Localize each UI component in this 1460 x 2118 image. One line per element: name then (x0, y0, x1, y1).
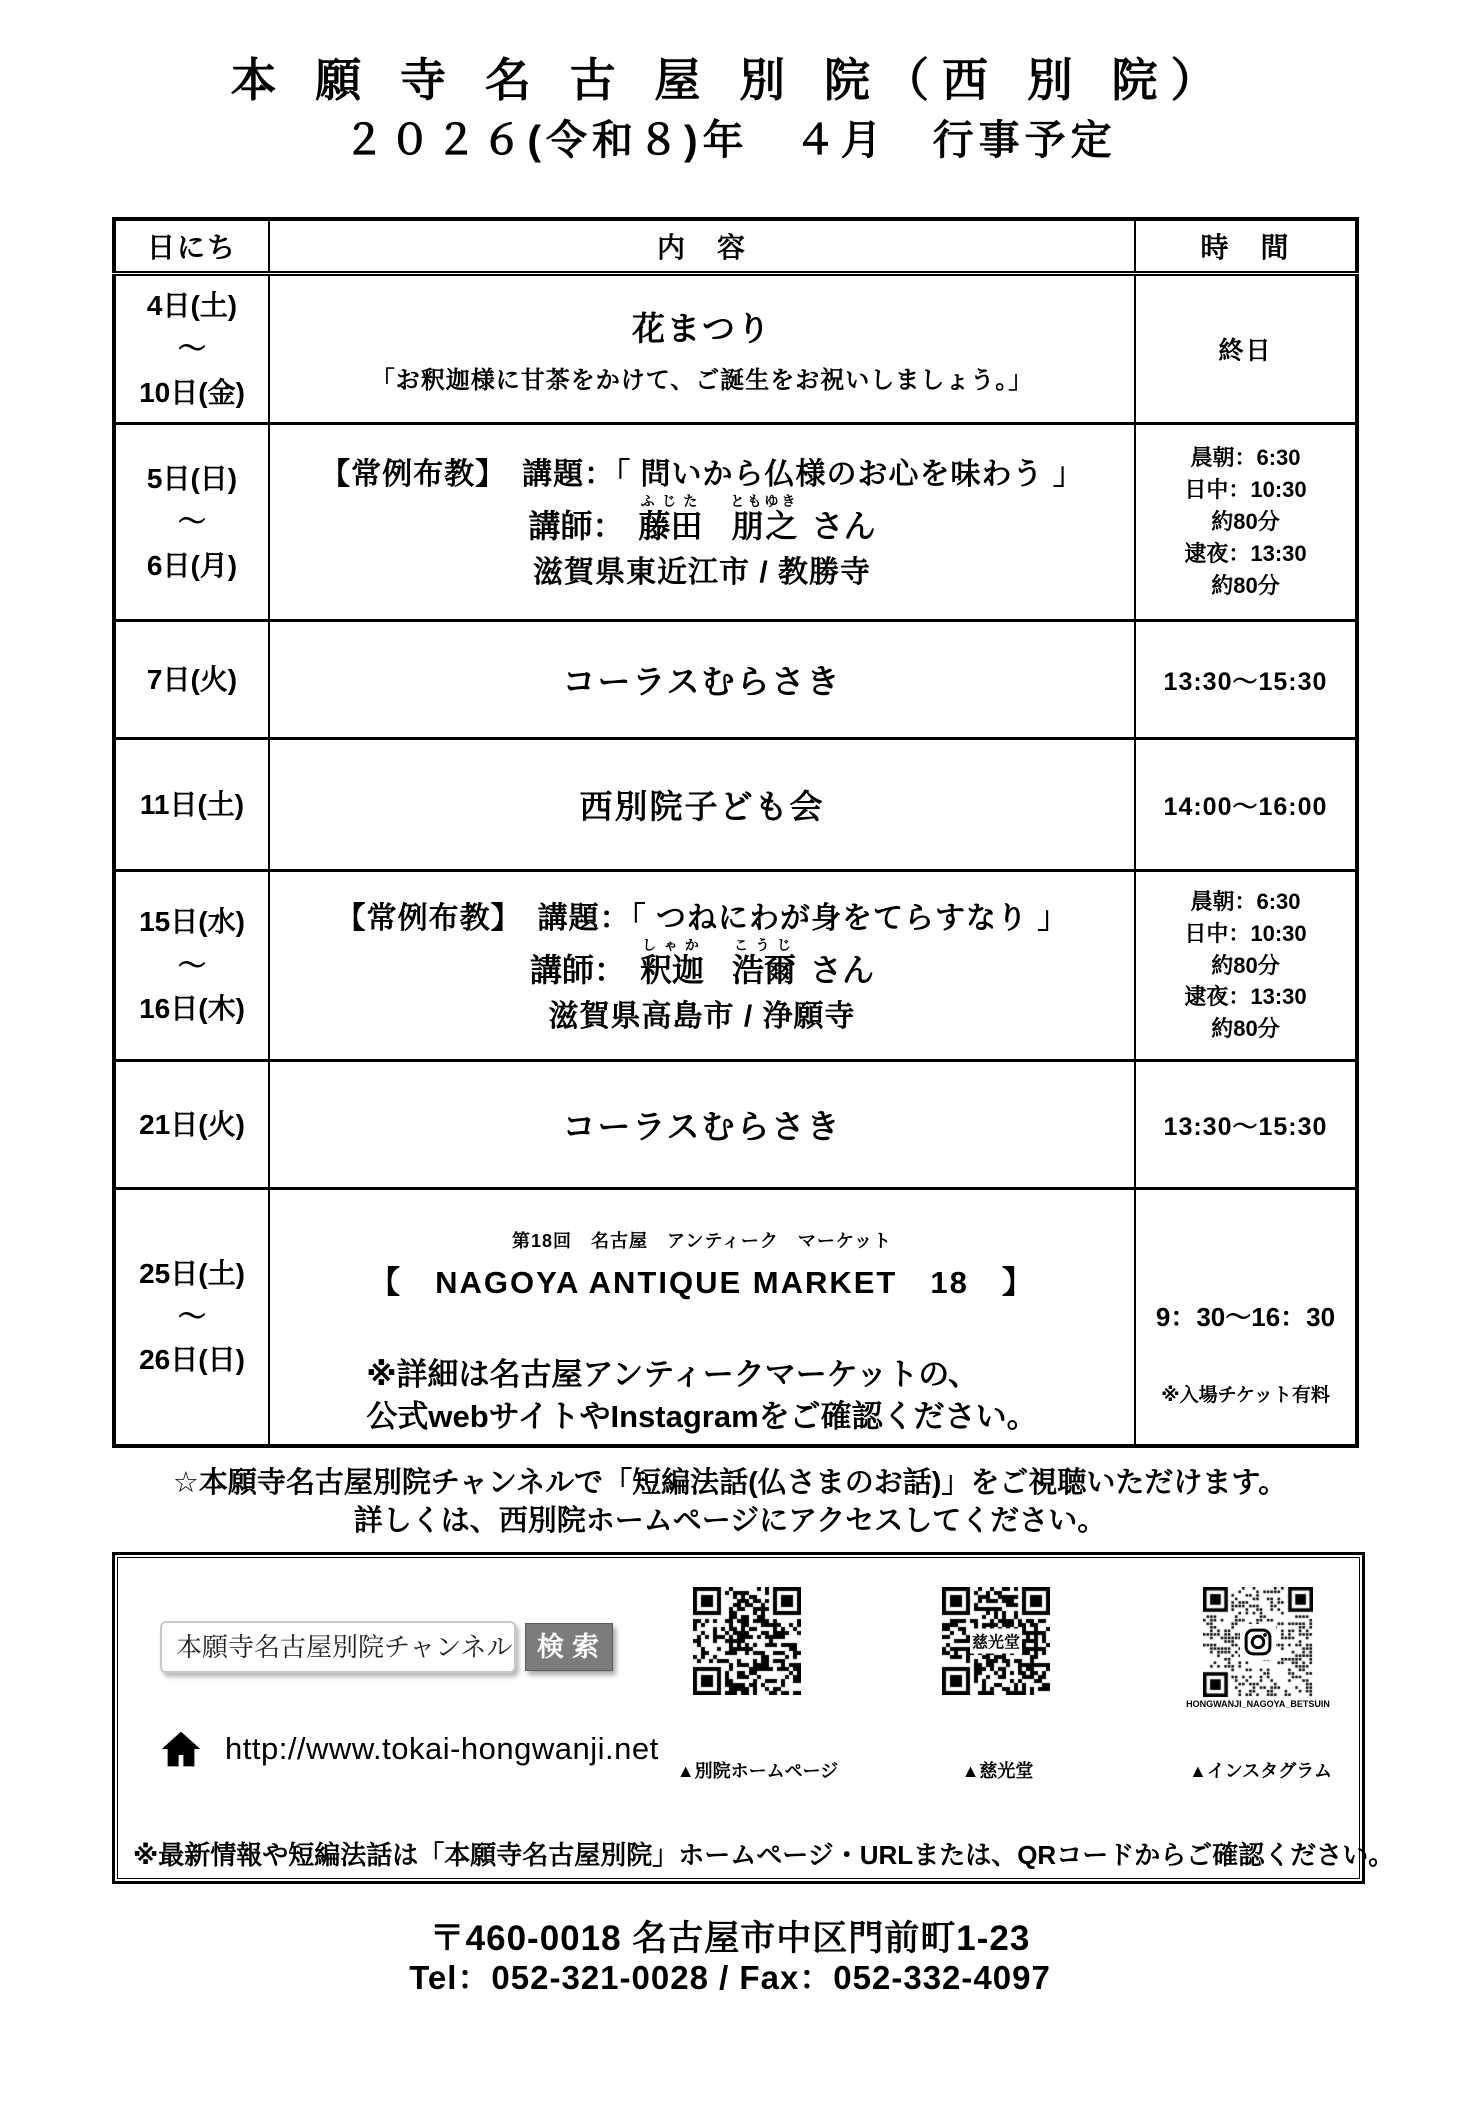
event-title: コーラスむらさき (562, 1108, 842, 1146)
event-heading: 【常例布教】 講題：「 問いから仏様のお心を味わう 」 (320, 458, 1084, 492)
event-place: 滋賀県高島市 / 浄願寺 (548, 999, 856, 1033)
header-content: 内 容 (269, 219, 1135, 274)
event-date: 25日(土) ～ 26日(日) (114, 1189, 269, 1446)
event-date: 11日(土) (114, 739, 269, 871)
event-time: 13:30～15:30 (1135, 1061, 1357, 1189)
table-header-row (114, 219, 1357, 274)
event-content (269, 621, 1135, 739)
event-title: コーラスむらさき (562, 663, 842, 701)
event-time: 終日 (1135, 274, 1357, 424)
postal-address: 〒460-0018 名古屋市中区門前町1-23 (429, 1919, 1031, 1959)
search-input[interactable]: 本願寺名古屋別院チャンネル (160, 1621, 516, 1673)
channel-note-line2: 詳しくは、西別院ホームページにアクセスしてください。 (353, 1504, 1107, 1537)
event-row (114, 1061, 1357, 1189)
event-content (269, 871, 1135, 1061)
event-note: ※詳細は名古屋アンティークマーケットの、 公式webサイトやInstagramをご確認ください。 (366, 1357, 1038, 1435)
page-subtitle: ２０２６(令和８)年 ４月 行事予定 (343, 116, 1117, 163)
instagram-icon (1240, 1624, 1276, 1660)
event-row (114, 739, 1357, 871)
temple-address (0, 1918, 1460, 1998)
event-date: 5日(日) ～ 6日(月) (114, 424, 269, 621)
home-icon (157, 1727, 205, 1771)
event-date: 15日(水) ～ 16日(木) (114, 871, 269, 1061)
qr-jikodo-label: ▲慈光堂 (961, 1761, 1034, 1782)
event-time: 14:00～16:00 (1135, 739, 1357, 871)
event-row (114, 424, 1357, 621)
qr-code-instagram (1186, 1587, 1330, 1710)
qr-code-homepage (693, 1587, 801, 1695)
event-time: 晨朝：6:30 日中：10:30 約80分 逮夜：13:30 約80分 (1135, 424, 1357, 621)
qr-jikodo-overlay-label: 慈光堂 (970, 1629, 1022, 1654)
ticket-note: ※入場チケット有料 (1161, 1384, 1330, 1406)
event-small-title: 第18回 名古屋 アンティーク マーケット (512, 1231, 892, 1252)
event-speaker: 講師： 藤田ふじた朋之ともゆきさん (528, 493, 876, 545)
event-content (269, 1189, 1135, 1446)
event-row (114, 274, 1357, 424)
tel-fax: Tel：052-321-0028 / Fax：052-332-4097 (409, 1959, 1051, 1997)
event-time: 晨朝：6:30 日中：10:30 約80分 逮夜：13:30 約80分 (1135, 871, 1357, 1061)
event-title: 西別院子ども会 (579, 788, 825, 826)
event-content (269, 1061, 1135, 1189)
event-content (269, 424, 1135, 621)
event-description: 「お釈迦様に甘茶をかけて、ご誕生をお祝いしましょう。」 (370, 367, 1034, 395)
qr-homepage-label: ▲別院ホームページ (676, 1761, 839, 1782)
header-time: 時 間 (1135, 219, 1357, 274)
event-schedule-table (112, 217, 1359, 1448)
event-content (269, 274, 1135, 424)
qr-code-jikodo (942, 1587, 1050, 1695)
event-row (114, 1189, 1357, 1446)
instagram-handle: HONGWANJI_NAGOYA_BETSUIN (1186, 1699, 1330, 1710)
event-title: 【 NAGOYA ANTIQUE MARKET 18 】 (369, 1265, 1035, 1301)
event-speaker: 講師： 釈迦しゃか浩爾こうじさん (529, 936, 875, 988)
event-time: 13:30～15:30 (1135, 621, 1357, 739)
event-time: 9：30～16：30 ※入場チケット有料 (1135, 1189, 1357, 1446)
channel-notes (0, 1464, 1460, 1541)
page-title: 本 願 寺 名 古 屋 別 院（西 別 院） (230, 54, 1230, 106)
event-date: 7日(火) (114, 621, 269, 739)
event-row (114, 621, 1357, 739)
flyer-page (0, 54, 1460, 2118)
footer-bottom-note: ※最新情報や短編法話は「本願寺名古屋別院」ホームページ・URLまたは、QRコードからご確認ください。 (133, 1840, 1395, 1871)
homepage-url[interactable]: http://www.tokai-hongwanji.net (225, 1731, 659, 1767)
search-button[interactable]: 検索 (525, 1623, 613, 1671)
event-title: 花まつり (632, 310, 772, 348)
qr-instagram-label: ▲インスタグラム (1188, 1761, 1333, 1782)
event-row (114, 871, 1357, 1061)
event-content (269, 739, 1135, 871)
event-place: 滋賀県東近江市 / 教勝寺 (532, 556, 871, 590)
event-date: 21日(火) (114, 1061, 269, 1189)
header-date: 日にち (114, 219, 269, 274)
event-date: 4日(土) ～ 10日(金) (114, 274, 269, 424)
homepage-row (157, 1727, 659, 1771)
event-heading: 【常例布教】 講題：「 つねにわが身をてらすなり 」 (335, 901, 1069, 935)
channel-note-line1: ☆本願寺名古屋別院チャンネルで「短編法話(仏さまのお話)」をご視聴いただけます。 (172, 1466, 1288, 1499)
footer-info-box (112, 1552, 1395, 1884)
